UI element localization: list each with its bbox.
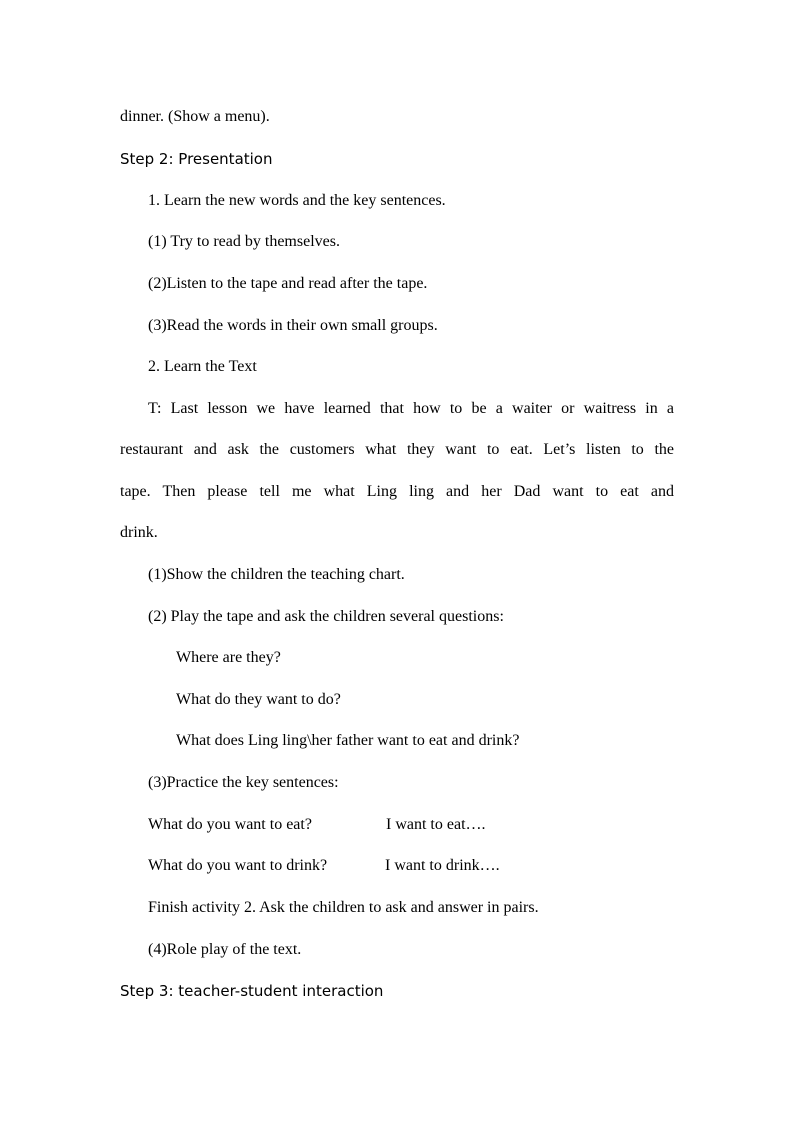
text-line-finish-activity: Finish activity 2. Ask the children to ask and answer in pairs. — [148, 899, 539, 916]
paragraph-line-4: drink. — [120, 524, 158, 541]
sub-item-read-groups: (3)Read the words in their own small groups. — [148, 317, 438, 334]
paragraph-line-3: tape. Then please tell me what Ling ling and her Dad want to eat and — [120, 483, 674, 500]
text-line-dinner: dinner. (Show a menu). — [120, 108, 270, 125]
sub-item-role-play: (4)Role play of the text. — [148, 941, 302, 958]
list-item-learn-text: 2. Learn the Text — [148, 358, 257, 375]
key-sentence-answer: I want to eat…. — [386, 816, 486, 833]
key-sentence-question: What do you want to eat? — [148, 816, 312, 833]
sub-item-show-chart: (1)Show the children the teaching chart. — [148, 566, 405, 583]
paragraph-line-2: restaurant and ask the customers what they want to eat. Let’s listen to the — [120, 441, 674, 458]
question-line: Where are they? — [176, 649, 281, 666]
heading-step-3: Step 3: teacher-student interaction — [120, 982, 384, 1000]
question-line: What do they want to do? — [176, 691, 341, 708]
sub-item-read-themselves: (1) Try to read by themselves. — [148, 233, 340, 250]
question-line: What does Ling ling\her father want to eat and drink? — [176, 732, 520, 749]
heading-step-2: Step 2: Presentation — [120, 150, 273, 168]
key-sentence-question: What do you want to drink? — [148, 857, 328, 874]
sub-item-play-tape: (2) Play the tape and ask the children several questions: — [148, 608, 504, 625]
sub-item-practice: (3)Practice the key sentences: — [148, 774, 339, 791]
list-item-learn-words: 1. Learn the new words and the key sentences. — [148, 192, 446, 209]
sub-item-listen-tape: (2)Listen to the tape and read after the tape. — [148, 275, 428, 292]
paragraph-line-1: T: Last lesson we have learned that how to be a waiter or waitress in a — [148, 400, 674, 417]
key-sentence-answer: I want to drink…. — [385, 857, 500, 874]
